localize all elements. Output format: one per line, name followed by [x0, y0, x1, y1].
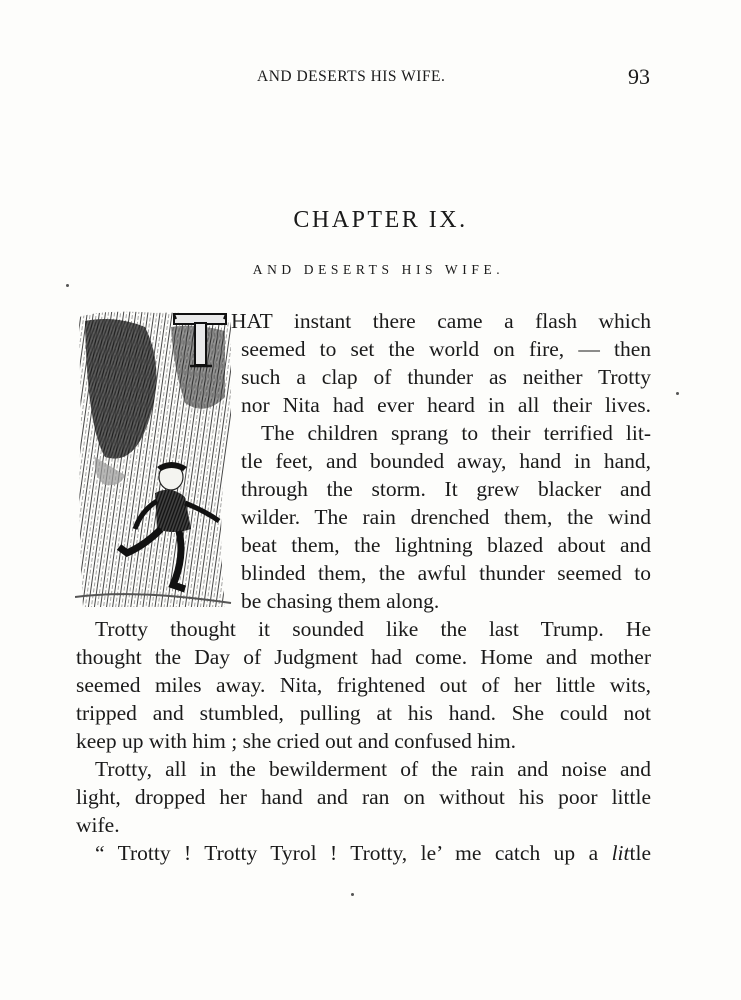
text-line: seemed to set the world on fire, — then — [241, 337, 651, 361]
page-speck — [66, 284, 69, 287]
text-line: such a clap of thunder as neither Trotty — [241, 365, 651, 389]
text-line: tle feet, and bounded away, hand in hand, — [241, 449, 651, 473]
text-line: wife. — [76, 813, 120, 837]
text-segment: “ Trotty ! Trotty Tyrol ! Trotty, le’ me catch up a — [95, 841, 612, 865]
page-speck — [351, 893, 354, 896]
text-line: tripped and stumbled, pulling at his hand. She could not — [76, 701, 651, 725]
text-line: beat them, the lightning blazed about and — [241, 533, 651, 557]
text-line: blinded them, the awful thunder seemed to — [241, 561, 651, 585]
text-line: Trotty thought it sounded like the last Trump. He — [95, 617, 651, 641]
text-line: light, dropped her hand and ran on without his poor little — [76, 785, 651, 809]
text-line: HAT instant there came a flash which — [231, 309, 651, 333]
page-speck — [676, 392, 679, 395]
text-line: keep up with him ; she cried out and confused him. — [76, 729, 517, 753]
text-line: through the storm. It grew blacker and — [241, 477, 651, 501]
text-line: be chasing them along. — [241, 589, 440, 613]
text-line: thought the Day of Judgment had come. Home and mother — [76, 645, 651, 669]
running-head: AND DESERTS HIS WIFE. — [257, 68, 446, 85]
text-line: nor Nita had ever heard in all their lives. — [241, 393, 651, 417]
chapter-subtitle: AND DESERTS HIS WIFE. — [252, 262, 505, 277]
chapter-title: CHAPTER IX. — [293, 207, 468, 233]
text-line: seemed miles away. Nita, frightened out of her little wits, — [76, 673, 651, 697]
italic-segment: lit — [611, 841, 630, 865]
text-line: wilder. The rain drenched them, the wind — [241, 505, 651, 529]
text-segment: tle — [629, 841, 651, 865]
text-line: Trotty, all in the bewilderment of the rain and noise and — [95, 757, 651, 781]
page-number: 93 — [628, 64, 650, 89]
drop-cap-t-icon — [172, 310, 228, 370]
text-line: The children sprang to their terrified lit- — [261, 421, 651, 445]
text-line-last — [95, 839, 651, 867]
